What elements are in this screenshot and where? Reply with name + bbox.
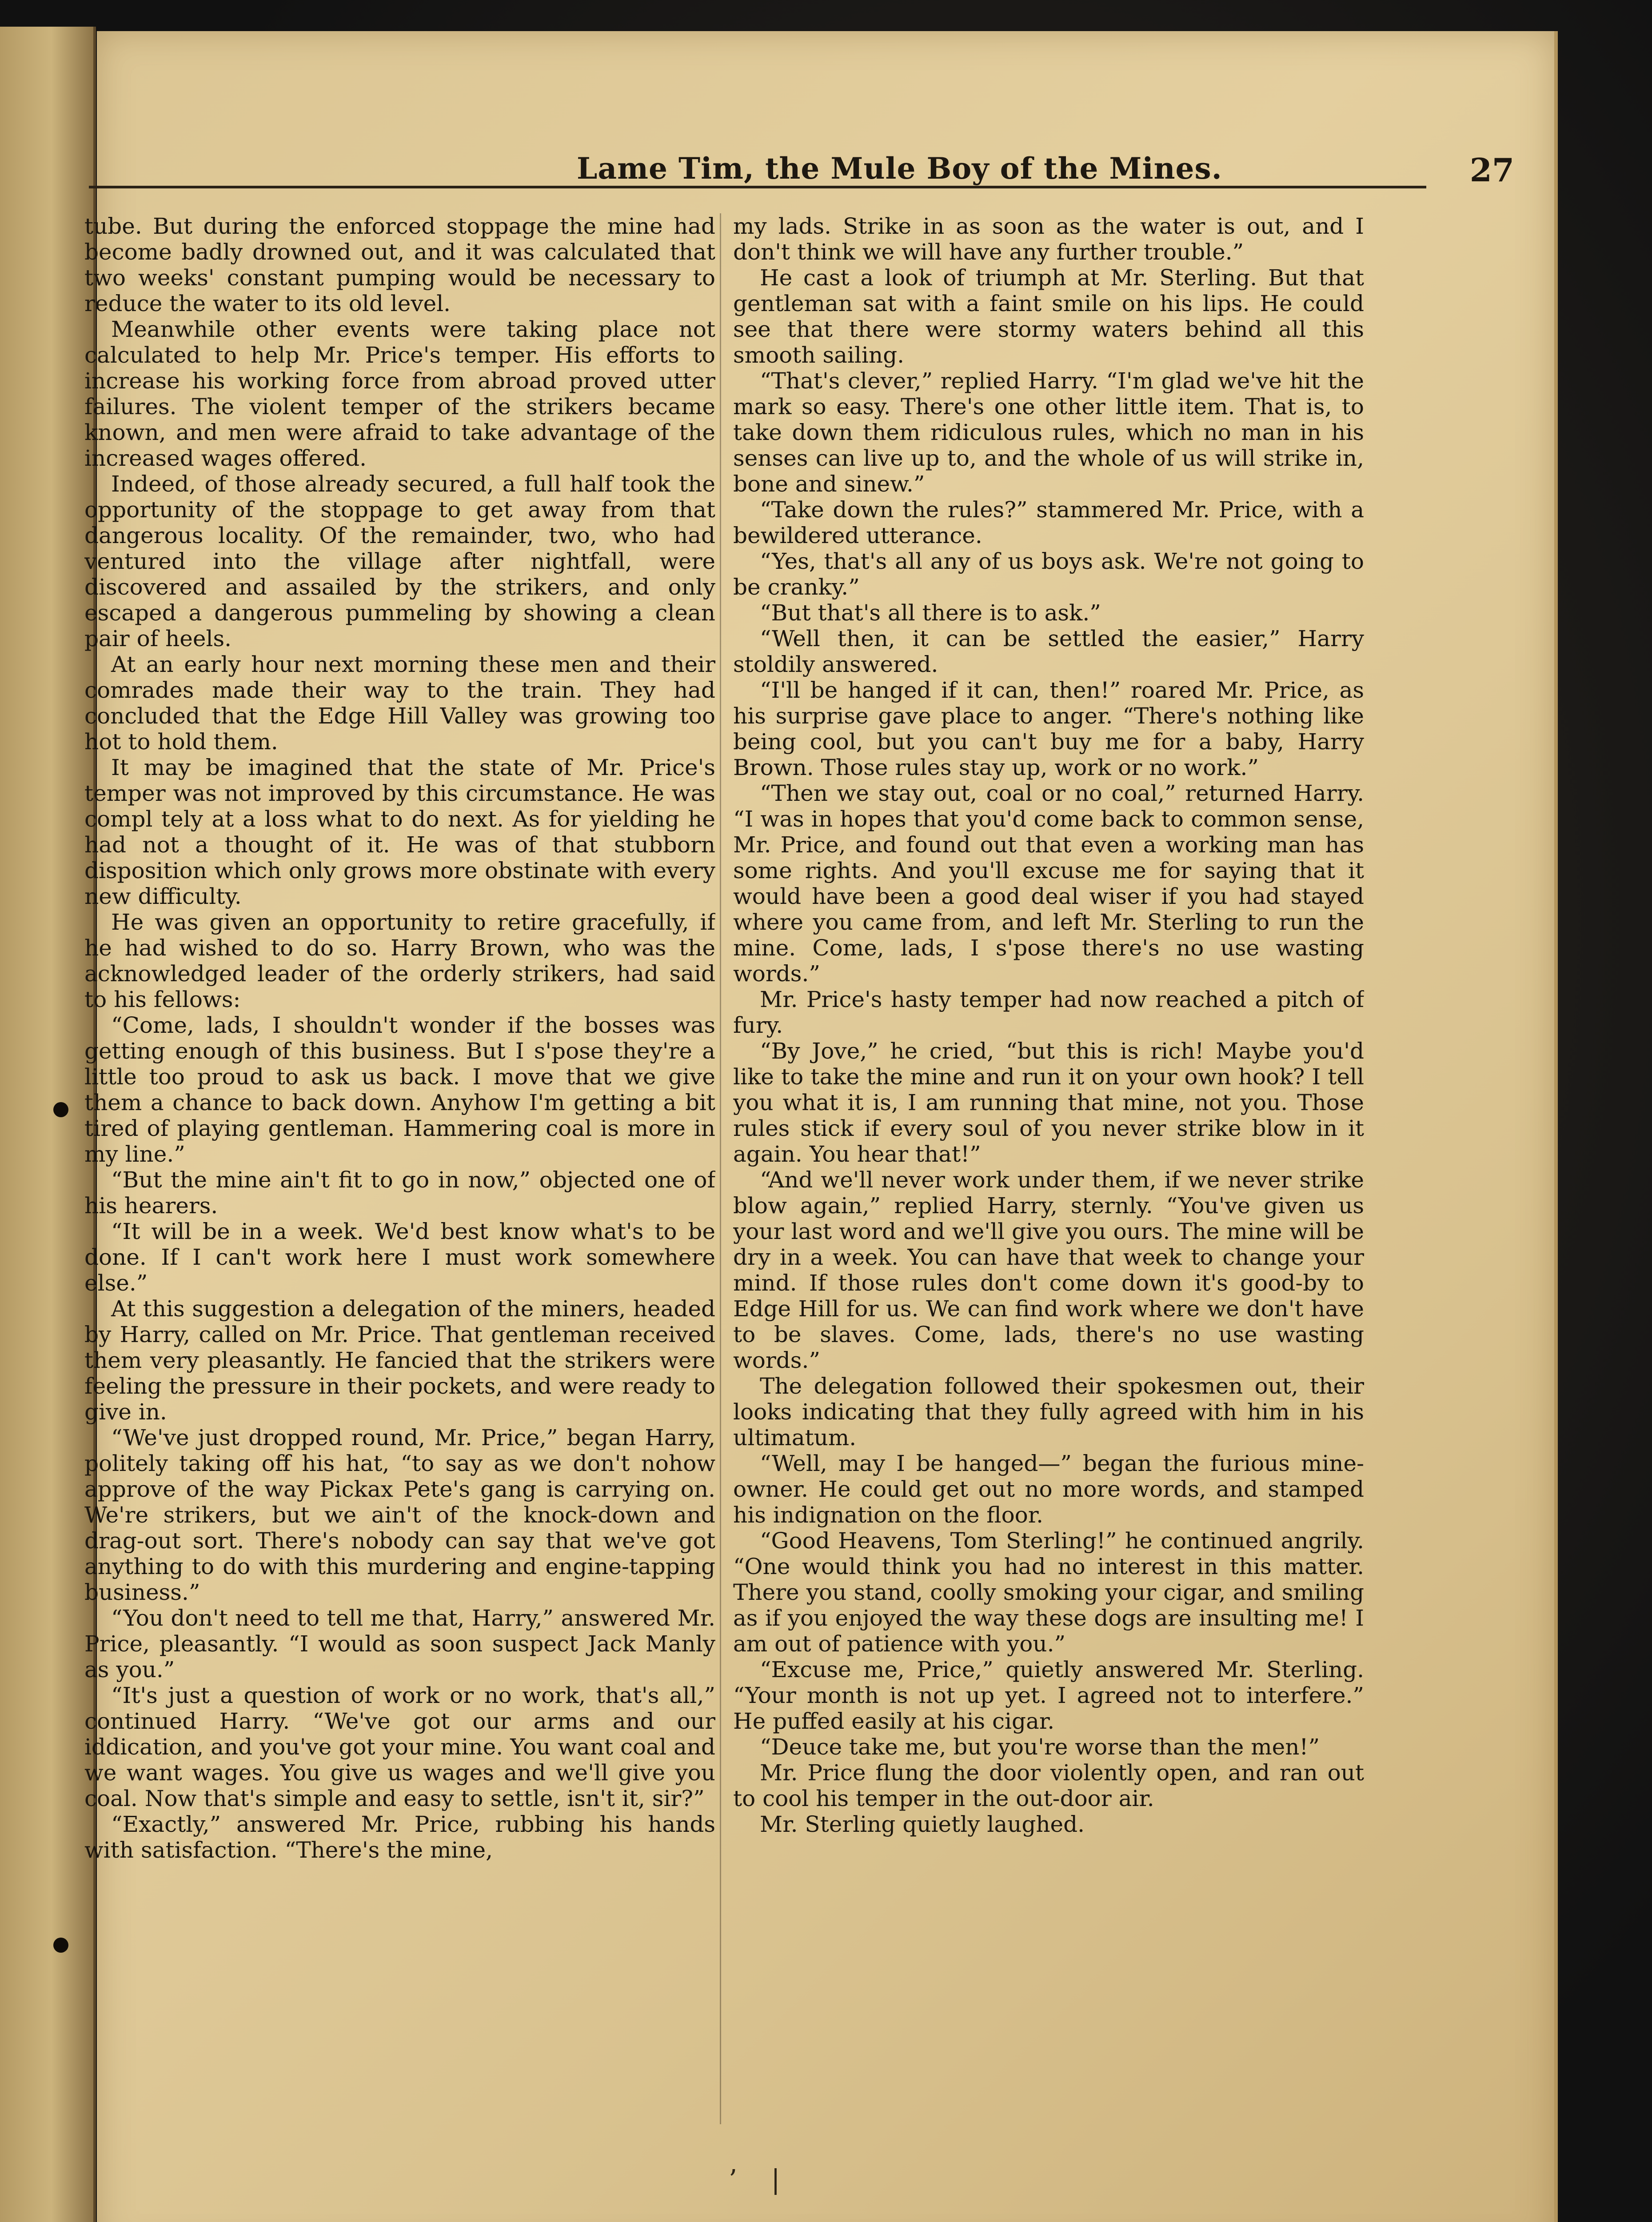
paragraph: “Exactly,” answered Mr. Price, rubbing his hands with satisfaction. “There's the mine, bbox=[84, 1811, 715, 1863]
paragraph: “But that's all there is to ask.” bbox=[760, 600, 1101, 626]
paragraph: “It will be in a week. We'd best know what's to be done. If I can't work here I must work somewhere else.” bbox=[84, 1219, 715, 1296]
paragraph: “Good Heavens, Tom Sterling!” he continued angrily. “One would think you had no interest in this matter. There you stand, coolly smoking your cigar, and smiling as if you enjoyed the way these dogs are insulting me! I am out of patience with you.” bbox=[733, 1528, 1364, 1657]
paragraph: “Then we stay out, coal or no coal,” returned Harry. “I was in hopes that you'd come back to common sense, Mr. Price, and found out that even a working man has some rights. And you'll excuse me for saying that it would have been a good deal wiser if you had stayed where you came from, and left Mr. Sterling to run the mine. Come, lads, I s'pose there's no use wasting words.” bbox=[733, 780, 1364, 987]
paragraph: Mr. Price's hasty temper had now reached a pitch of fury. bbox=[733, 987, 1364, 1038]
left-text-column bbox=[84, 213, 715, 2138]
paragraph: tube. But during the enforced stoppage the mine had become badly drowned out, and it was calculated that two weeks' constant pumping would be necessary to reduce the water to its old level. bbox=[84, 213, 715, 316]
paragraph: At an early hour next morning these men and their comrades made their way to the train. They had concluded that the Edge Hill Valley was growing too hot to hold them. bbox=[84, 651, 715, 755]
right-text-column bbox=[733, 213, 1364, 2138]
paragraph: “But the mine ain't fit to go in now,” objected one of his hearers. bbox=[84, 1167, 715, 1219]
paragraph: “Yes, that's all any of us boys ask. We're not going to be cranky.” bbox=[733, 548, 1364, 600]
paragraph: He cast a look of triumph at Mr. Sterling. But that gentleman sat with a faint smile on his lips. He could see that there were stormy waters behind all this smooth sailing. bbox=[733, 265, 1364, 368]
paragraph: It may be imagined that the state of Mr. Price's temper was not improved by this circumstance. He was compl tely at a loss what to do next. As for yielding he had not a thought of it. He was of that stubborn disposition which only grows more obstinate with every new difficulty. bbox=[84, 755, 715, 909]
paragraph: “By Jove,” he cried, “but this is rich! Maybe you'd like to take the mine and run it on your own hook? I tell you what it is, I am running that mine, not you. Those rules stick if every soul of you never strike blow in it again. You hear that!” bbox=[733, 1038, 1364, 1167]
column-divider bbox=[720, 213, 721, 2124]
paragraph: “You don't need to tell me that, Harry,” answered Mr. Price, pleasantly. “I would as soon suspect Jack Manly as you.” bbox=[84, 1605, 715, 1682]
paragraph: “Well then, it can be settled the easier,” Harry stoldily answered. bbox=[733, 626, 1364, 677]
header-rule bbox=[89, 186, 1426, 188]
paragraph: “Excuse me, Price,” quietly answered Mr. Sterling. “Your month is not up yet. I agreed not to interfere.” He puffed easily at his cigar. bbox=[733, 1657, 1364, 1734]
page-header bbox=[186, 142, 1528, 200]
paragraph: “That's clever,” replied Harry. “I'm glad we've hit the mark so easy. There's one other little item. That is, to take down them ridiculous rules, which no man in his senses can live up to, and the whole of us will strike in, bone and sinew.” bbox=[733, 368, 1364, 497]
paragraph: He was given an opportunity to retire gracefully, if he had wished to do so. Harry Brown, who was the acknowledged leader of the orderly strikers, had said to his fellows: bbox=[84, 909, 715, 1012]
paragraph: Mr. Sterling quietly laughed. bbox=[760, 1811, 1085, 1837]
binding-hole bbox=[53, 1102, 68, 1117]
paragraph: At this suggestion a delegation of the miners, headed by Harry, called on Mr. Price. That gentleman received them very pleasantly. He fancied that the strikers were feeling the pressure in their pockets, and were ready to give in. bbox=[84, 1296, 715, 1425]
paragraph: “Come, lads, I shouldn't wonder if the bosses was getting enough of this business. But I s'pose they're a little too proud to ask us back. I move that we give them a chance to back down. Anyhow I'm getting a bit tired of playing gentleman. Hammering coal is more in my line.” bbox=[84, 1012, 715, 1167]
paragraph: Mr. Price flung the door violently open, and ran out to cool his temper in the out-door air. bbox=[733, 1760, 1364, 1811]
binding-hole bbox=[53, 1938, 68, 1953]
paragraph: The delegation followed their spokesmen out, their looks indicating that they fully agreed with him in his ultimatum. bbox=[733, 1373, 1364, 1451]
page-number: 27 bbox=[1469, 151, 1514, 189]
paragraph: “And we'll never work under them, if we never strike blow again,” replied Harry, sternly. “You've given us your last word and we'll give you ours. The mine will be dry in a week. You can have that week to change your mind. If those rules don't come down it's good-by to Edge Hill for us. We can find work where we don't have to be slaves. Come, lads, there's no use wasting words.” bbox=[733, 1167, 1364, 1373]
running-title: Lame Tim, the Mule Boy of the Mines. bbox=[577, 151, 1222, 186]
paragraph: “Deuce take me, but you're worse than the men!” bbox=[760, 1734, 1320, 1760]
paragraph: “It's just a question of work or no work, that's all,” continued Harry. “We've got our arms and our iddication, and you've got your mine. You want coal and we want wages. You give us wages and we'll give you coal. Now that's simple and easy to settle, isn't it, sir?” bbox=[84, 1682, 715, 1811]
paragraph: my lads. Strike in as soon as the water is out, and I don't think we will have any further trouble.” bbox=[733, 213, 1364, 265]
previous-page-edge bbox=[0, 27, 96, 2222]
paragraph: Meanwhile other events were taking place not calculated to help Mr. Price's temper. His efforts to increase his working force from abroad proved utter failures. The violent temper of the strikers became known, and men were afraid to take advantage of the increased wages offered. bbox=[84, 316, 715, 471]
paragraph: “We've just dropped round, Mr. Price,” began Harry, politely taking off his hat, “to say as we don't nohow approve of the way Pickax Pete's gang is carrying on. We're strikers, but we ain't of the knock-down and drag-out sort. There's nobody can say that we've got anything to do with this murdering and engine-tapping business.” bbox=[84, 1425, 715, 1605]
paragraph: “I'll be hanged if it can, then!” roared Mr. Price, as his surprise gave place to anger. “There's nothing like being cool, but you can't buy me for a baby, Harry Brown. Those rules stay up, work or no work.” bbox=[733, 677, 1364, 780]
paragraph: “Take down the rules?” stammered Mr. Price, with a bewildered utterance. bbox=[733, 497, 1364, 548]
paragraph: Indeed, of those already secured, a full half took the opportunity of the stoppage to get away from that dangerous locality. Of the remainder, two, who had ventured into the village after nightfall, were discovered and assailed by the strikers, and only escaped a dangerous pummeling by showing a clean pair of heels. bbox=[84, 471, 715, 651]
paragraph: “Well, may I be hanged—” began the furious mine-owner. He could get out no more words, and stamped his indignation on the floor. bbox=[733, 1451, 1364, 1528]
print-marks: ’ | bbox=[729, 2164, 780, 2195]
